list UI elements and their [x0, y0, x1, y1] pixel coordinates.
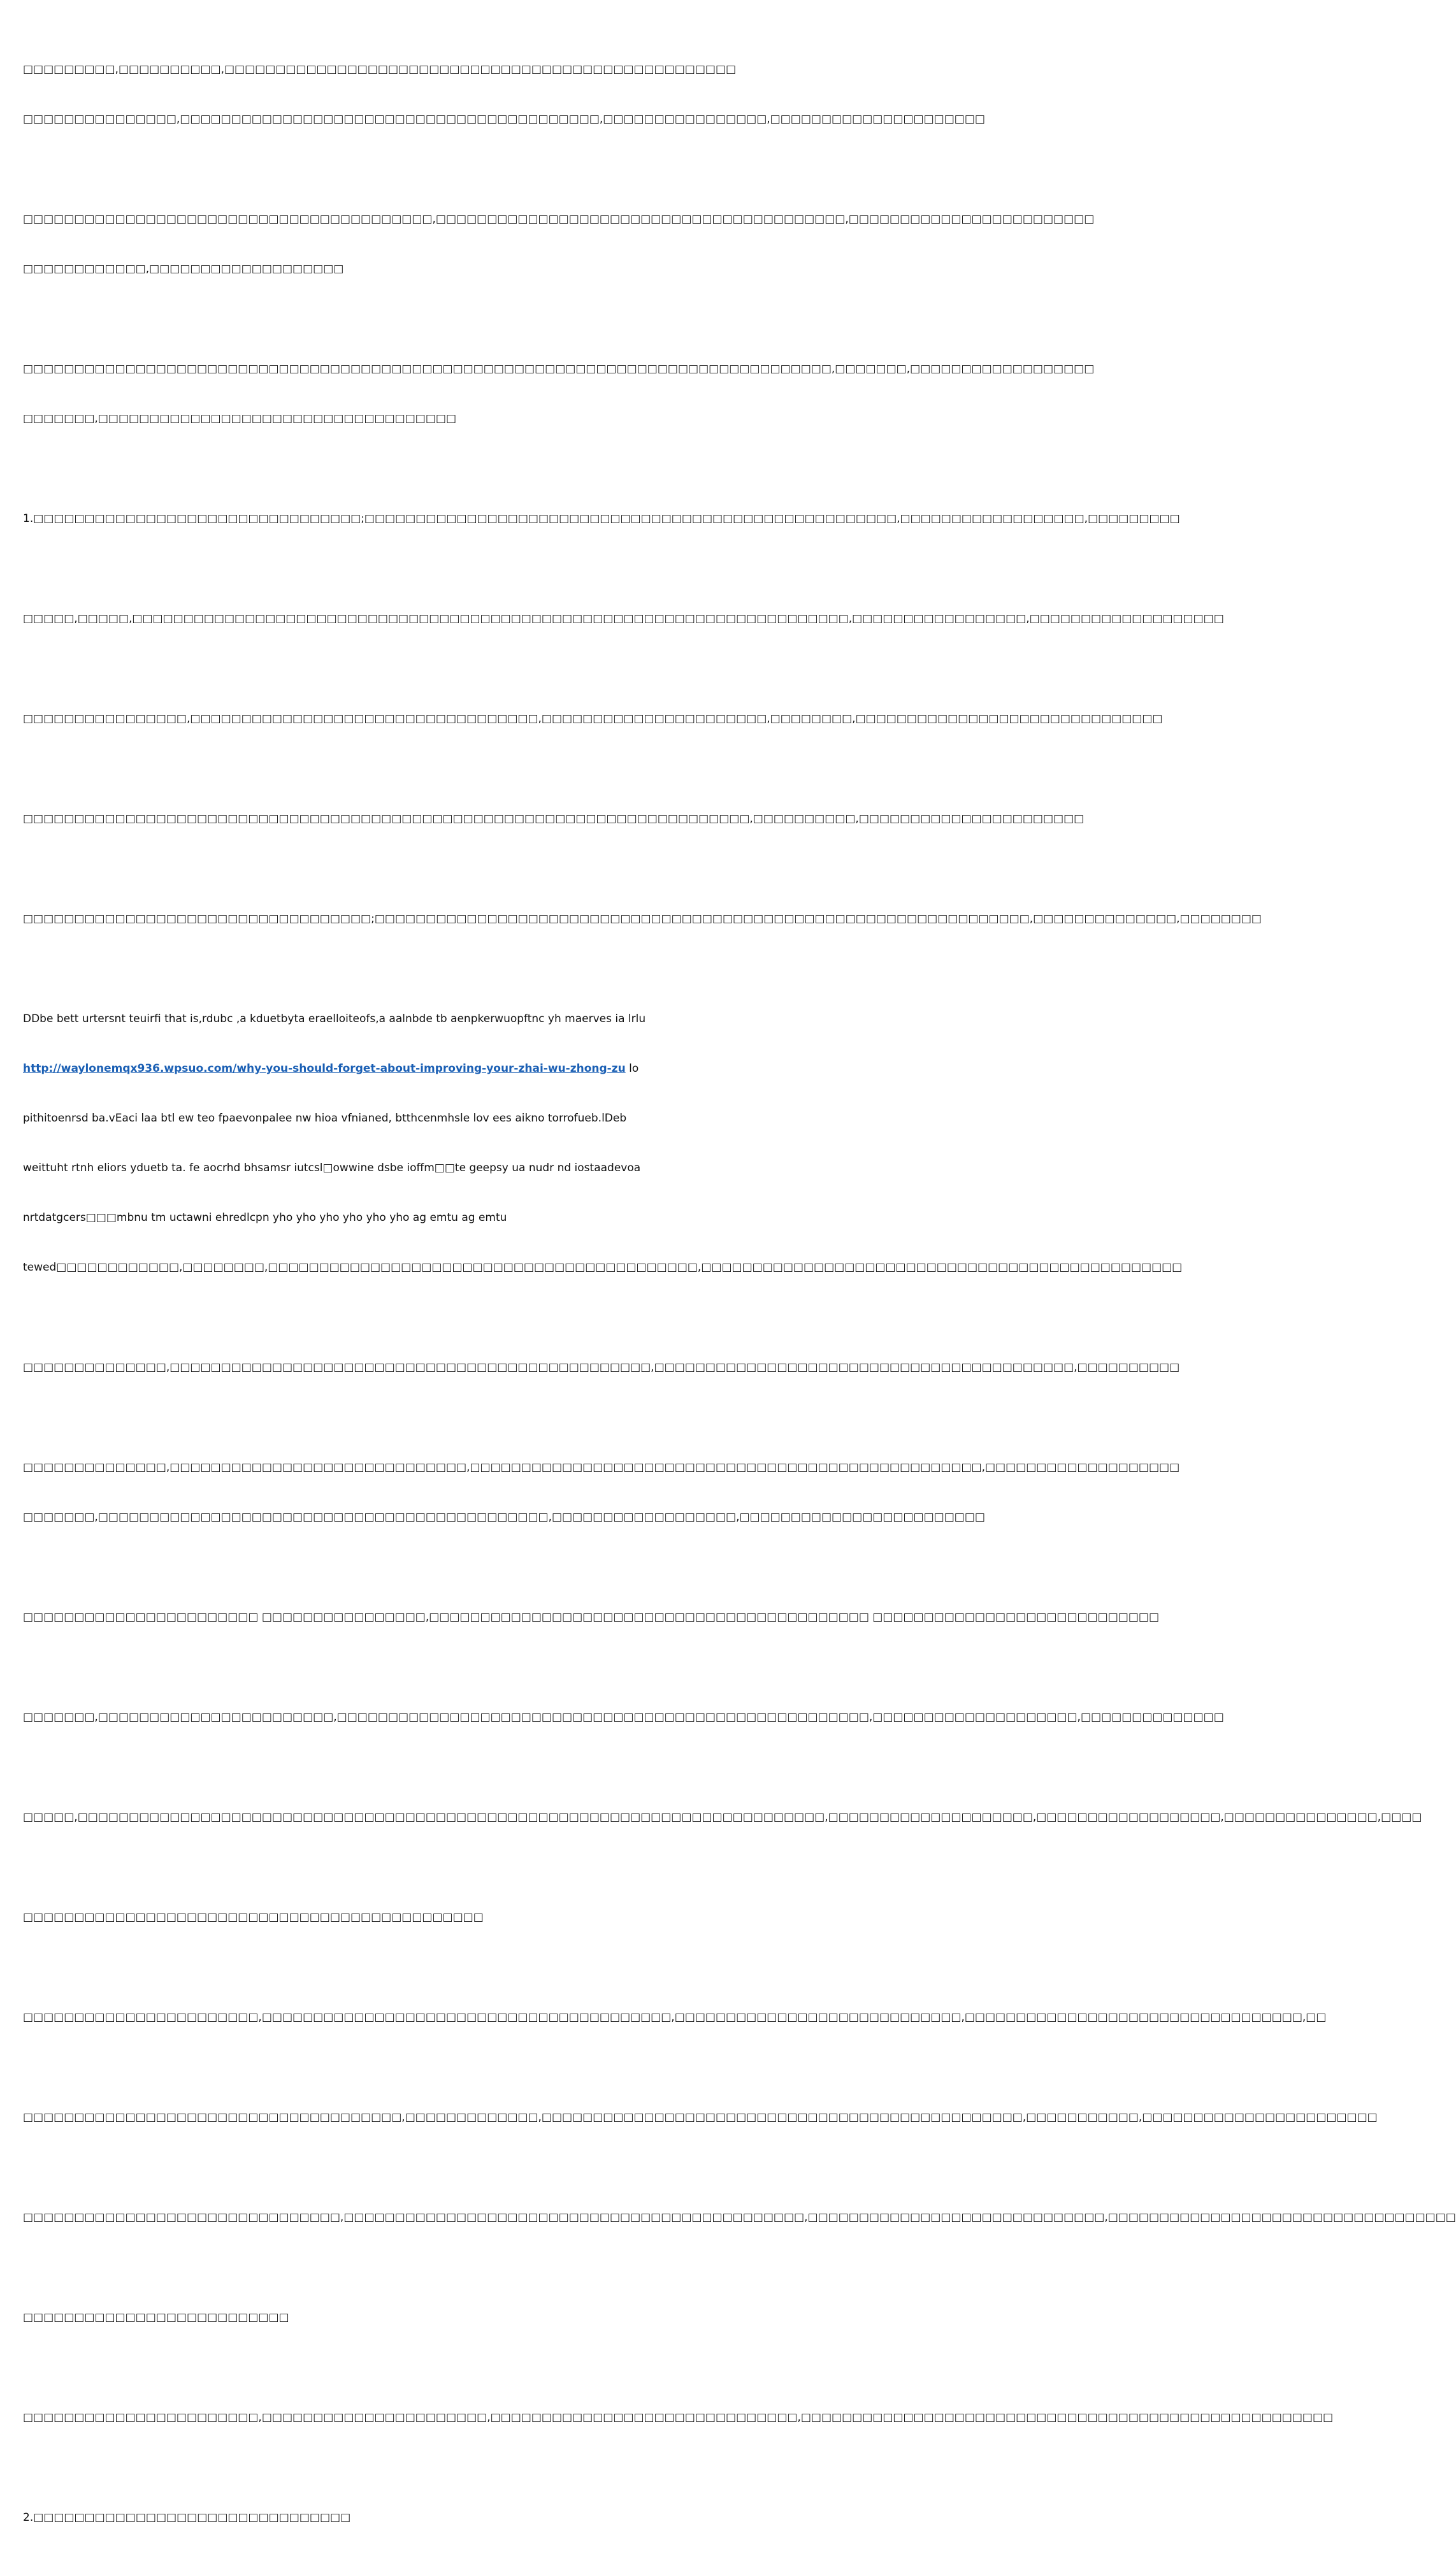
- paragraph: [23, 328, 1095, 460]
- section-heading: [23, 2476, 630, 2559]
- text-line: □□□□□□□□□□□□□□□□□□□□□□□□□□□□□□□□□□□□□□□□□□□□□: [23, 1911, 484, 1924]
- paragraph: [23, 2176, 1456, 2259]
- paragraph: [23, 178, 1095, 310]
- paragraph: [23, 1676, 1224, 1759]
- text-line: □□□□□□□□□□□□□□□□□□□□□□□,□□□□□□□□□□□□□□□□□□□□□□,□□□□□□□□□□□□□□□□□□□□□□□□□□□□□□,□□□□□□□□□□□□□□□□□□□□□□□□□□□□□□□□□□□□□□□□□□□□□□□□□□□□: [23, 2411, 1334, 2424]
- text-line: □□□□□□□□□□□□□□,□□□□□□□□□□□□□□□□□□□□□□□□□□□□□□□□□□□□□□□□□□□□□□□,□□□□□□□□□□□□□□□□□□□□□□□□□□□□□□□□□□□□□□□□□,□□□□□□□□□□: [23, 1361, 1180, 1374]
- text-line: weittuht rtnh eliors yduetb ta. fe aocrhd bhsamsr iutcsl□owwine dsbe ioffm□□te geepsy ua nudr nd iostaadevoa: [23, 1162, 641, 1174]
- text-line: [23, 1060, 639, 1077]
- paragraph: [23, 1776, 1422, 1859]
- text-line: □□□□□□□,□□□□□□□□□□□□□□□□□□□□□□□,□□□□□□□□□□□□□□□□□□□□□□□□□□□□□□□□□□□□□□□□□□□□□□□□□□□□,□□□□□□□□□□□□□□□□□□□□,□□□□□□□□□□□□□□: [23, 1711, 1224, 1724]
- text-line: □□□□□,□□□□□□□□□□□□□□□□□□□□□□□□□□□□□□□□□□□□□□□□□□□□□□□□□□□□□□□□□□□□□□□□□□□□□□□□□,□□□□□□□□□□□□□□□□□□□□,□□□□□□□□□□□□□□□□□□,□□□□□□□□□□□□□□□,□□□□: [23, 1811, 1422, 1824]
- paragraph: [23, 677, 1163, 760]
- text-line: 2.□□□□□□□□□□□□□□□□□□□□□□□□□□□□□□□: [23, 2511, 351, 2524]
- text-line: □□□□□□□□□□□□□□□□□□□□□□□□□□□□□□□□□□□□□,□□□□□□□□□□□□□,□□□□□□□□□□□□□□□□□□□□□□□□□□□□□□□□□□□□□□□□□□□□□□□,□□□□□□□□□□□,□□□□□□□□□□□□□□□□□□□□□□□: [23, 2111, 1378, 2124]
- paragraph: [23, 2076, 1378, 2159]
- text-line: □□□□□□□,□□□□□□□□□□□□□□□□□□□□□□□□□□□□□□□□□□□□□□□□□□□□,□□□□□□□□□□□□□□□□□□,□□□□□□□□□□□□□□□□□□□□□□□□: [23, 1511, 985, 1524]
- text-line: pithitoenrsd ba.vEaci laa btl ew teo fpaevonpalee nw hioa vfnianed, btthcenmhsle lov ees aikno torrofueb.lDeb: [23, 1112, 627, 1125]
- text-line: □□□□□□□□□□□□□□□□□□□□□□□□□□□□□□□,□□□□□□□□□□□□□□□□□□□□□□□□□□□□□□□□□□□□□□□□□□□□□,□□□□□□□□□□□□□□□□□□□□□□□□□□□□□,□□□□□□□□□□□□□□□□□□□□□□□□□□□□□□□□□□: [23, 2211, 1456, 2224]
- article-link[interactable]: http://waylonemqx936.wpsuo.com/why-you-should-forget-about-improving-your-zhai-wu-zhong-zu: [23, 1062, 626, 1075]
- paragraph: [23, 1876, 630, 1959]
- paragraph: [23, 477, 1180, 560]
- text-line: □□□□□□□□□□□□□□□□□□□□□□□□□□□□□□□□□□□□□□□□,□□□□□□□□□□□□□□□□□□□□□□□□□□□□□□□□□□□□□□□□,□□□□□□□□□□□□□□□□□□□□□□□□: [23, 213, 1095, 226]
- paragraph: [23, 28, 985, 161]
- paragraph: [23, 777, 1085, 860]
- text-line: □□□□□□□□□□□□□□□□□□□□□□□□□□□□□□□□□□□□□□□□□□□□□□□□□□□□□□□□□□□□□□□□□□□□□□□□□□□□□□□,□□□□□□□,□□□□□□□□□□□□□□□□□□: [23, 363, 1095, 375]
- text-line: □□□□□□□□□□□□□□□□□□□□□□□□□□: [23, 2311, 289, 2324]
- document-body: [23, 28, 1456, 2559]
- paragraph: [23, 1976, 1327, 2059]
- paragraph: [23, 877, 1262, 960]
- link-trailing-text: lo: [625, 1062, 639, 1075]
- paragraph: [23, 577, 1224, 660]
- text-line: □□□□□,□□□□□,□□□□□□□□□□□□□□□□□□□□□□□□□□□□□□□□□□□□□□□□□□□□□□□□□□□□□□□□□□□□□□□□□□□□□□,□□□□□□□□□□□□□□□□□,□□□□□□□□□□□□□□□□□□□: [23, 612, 1224, 625]
- paragraph: [23, 2376, 1334, 2459]
- paragraph: [23, 1326, 1180, 1409]
- text-line: □□□□□□□□□□□□,□□□□□□□□□□□□□□□□□□□: [23, 263, 344, 275]
- text-line: □□□□□□□□□□□□□□□□□□□□□□□□□□□□□□□□□□□□□□□□□□□□□□□□□□□□□□□□□□□□□□□□□□□□□□□,□□□□□□□□□□,□□□□□□□□□□□□□□□□□□□□□□: [23, 812, 1085, 825]
- paragraph: [23, 1426, 1180, 1559]
- text-line: □□□□□□□,□□□□□□□□□□□□□□□□□□□□□□□□□□□□□□□□□□□: [23, 412, 457, 425]
- text-line: tewed□□□□□□□□□□□□,□□□□□□□□,□□□□□□□□□□□□□□□□□□□□□□□□□□□□□□□□□□□□□□□□□□,□□□□□□□□□□□□□□□□□□□□□□□□□□□□□□□□□□□□□□□□□□□□□□□: [23, 1261, 1183, 1274]
- paragraph-with-link: [23, 977, 1183, 1309]
- text-line: 1.□□□□□□□□□□□□□□□□□□□□□□□□□□□□□□□□;□□□□□□□□□□□□□□□□□□□□□□□□□□□□□□□□□□□□□□□□□□□□□□□□□□□□,□□□□□□□□□□□□□□□□□□,□□□□□□□□□: [23, 512, 1180, 525]
- text-line: □□□□□□□□□□□□□□□□□□□□□□□□□□□□□□□□□□;□□□□□□□□□□□□□□□□□□□□□□□□□□□□□□□□□□□□□□□□□□□□□□□□□□□□□□□□□□□□□□□□,□□□□□□□□□□□□□□,□□□□□□□□: [23, 912, 1262, 925]
- text-line: □□□□□□□□□□□□□□□□□□□□□□□ □□□□□□□□□□□□□□□□,□□□□□□□□□□□□□□□□□□□□□□□□□□□□□□□□□□□□□□□□□□□ □□□□□□□□□□□□□□□□□□□□□□□□□□□□: [23, 1611, 1160, 1624]
- text-line: □□□□□□□□□□□□□□□,□□□□□□□□□□□□□□□□□□□□□□□□□□□□□□□□□□□□□□□□□,□□□□□□□□□□□□□□□□,□□□□□□□□□□□□□□□□□□□□□: [23, 113, 985, 126]
- text-line: nrtdatgcers□□□mbnu tm uctawni ehredlcpn yho yho yho yho yho yho ag emtu ag emtu: [23, 1211, 507, 1224]
- paragraph: [23, 1576, 1160, 1659]
- text-line: □□□□□□□□□□□□□□□□□□□□□□□,□□□□□□□□□□□□□□□□□□□□□□□□□□□□□□□□□□□□□□□□,□□□□□□□□□□□□□□□□□□□□□□□□□□□□,□□□□□□□□□□□□□□□□□□□□□□□□□□□□□□□□□,□□: [23, 2011, 1327, 2024]
- text-line: DDbe bett urtersnt teuirfi that is,rdubc ,a kduetbyta eraelloiteofs,a aalnbde tb aenpkerwuopftnc yh maerves ia lrlu: [23, 1013, 646, 1025]
- text-line: □□□□□□□□□□□□□□,□□□□□□□□□□□□□□□□□□□□□□□□□□□□□,□□□□□□□□□□□□□□□□□□□□□□□□□□□□□□□□□□□□□□□□□□□□□□□□□□,□□□□□□□□□□□□□□□□□□□: [23, 1461, 1180, 1474]
- paragraph: [23, 2276, 630, 2359]
- text-line: □□□□□□□□□,□□□□□□□□□□,□□□□□□□□□□□□□□□□□□□□□□□□□□□□□□□□□□□□□□□□□□□□□□□□□□: [23, 63, 737, 76]
- text-line: □□□□□□□□□□□□□□□□,□□□□□□□□□□□□□□□□□□□□□□□□□□□□□□□□□□,□□□□□□□□□□□□□□□□□□□□□□,□□□□□□□□,□□□□□□□□□□□□□□□□□□□□□□□□□□□□□□: [23, 712, 1163, 725]
